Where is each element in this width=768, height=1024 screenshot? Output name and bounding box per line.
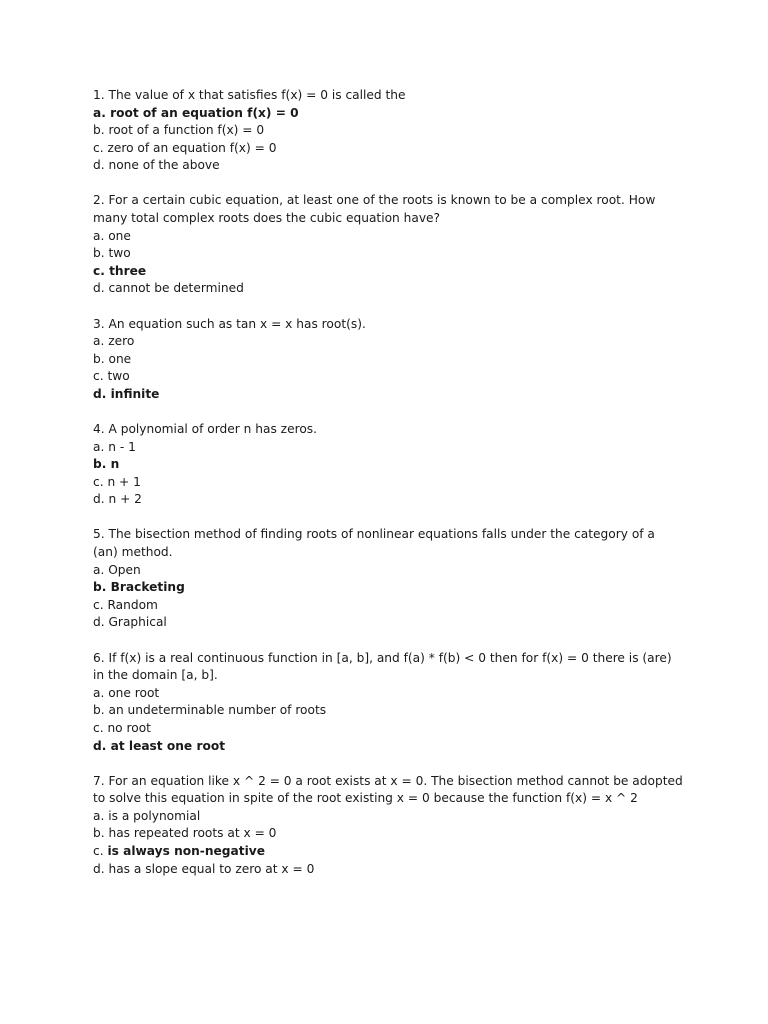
option-b: b. an undeterminable number of roots (93, 703, 327, 718)
option-prefix: c. (93, 843, 108, 858)
option-a: a. one (93, 228, 131, 243)
question-stem: 4. A polynomial of order n has zeros. (93, 422, 317, 436)
option-b: b. n (93, 457, 120, 472)
question-stem: 7. For an equation like x ^ 2 = 0 a root exists at x = 0. The bisection method cannot be adopted to solve this equation in spite of the root existing x = 0 because the function f(x) = x ^ 2 (93, 773, 683, 806)
question-3 (93, 316, 683, 404)
option-d: d. Graphical (93, 615, 167, 630)
option-b: b. one (93, 351, 132, 366)
option-b: b. root of a function f(x) = 0 (93, 123, 265, 138)
option-b: b. has repeated roots at x = 0 (93, 826, 277, 841)
option-d: d. n + 2 (93, 492, 142, 507)
option-d: d. has a slope equal to zero at x = 0 (93, 861, 315, 876)
option-c: c. zero of an equation f(x) = 0 (93, 140, 277, 155)
option-c: c. no root (93, 720, 151, 735)
question-6 (93, 650, 683, 756)
question-stem: 1. The value of x that satisfies f(x) = 0 is called the (93, 88, 406, 102)
option-d: d. at least one root (93, 738, 226, 753)
question-2 (93, 192, 683, 298)
option-b: b. two (93, 246, 131, 261)
question-stem: 2. For a certain cubic equation, at least one of the roots is known to be a complex root. How many total complex roots does the cubic equation have? (93, 193, 656, 226)
question-stem: 3. An equation such as tan x = x has root(s). (93, 316, 366, 331)
option-b: b. Bracketing (93, 580, 185, 595)
option-d: d. none of the above (93, 158, 220, 173)
quiz-document (93, 87, 683, 896)
option-a: a. Open (93, 562, 141, 577)
option-c: c. three (93, 263, 147, 278)
option-d: d. infinite (93, 386, 160, 401)
option-a: a. n - 1 (93, 439, 136, 454)
option-d: d. cannot be determined (93, 281, 244, 296)
option-c: c. two (93, 369, 130, 384)
option-a: a. zero (93, 334, 135, 349)
option-a: a. is a polynomial (93, 808, 201, 823)
option-c: c. n + 1 (93, 474, 141, 489)
question-stem: 6. If f(x) is a real continuous function in [a, b], and f(a) * f(b) < 0 then for f(x) = 0 there is (are) in the domain [a, b]. (93, 650, 672, 683)
question-5 (93, 526, 683, 632)
option-c: c. Random (93, 597, 158, 612)
option-c (93, 843, 683, 861)
question-1 (93, 87, 683, 175)
option-text: is always non-negative (107, 843, 265, 858)
option-a: a. root of an equation f(x) = 0 (93, 105, 299, 120)
question-4 (93, 421, 683, 509)
question-7 (93, 773, 683, 879)
question-stem: 5. The bisection method of finding roots of nonlinear equations falls under the category of a (an) method. (93, 527, 655, 560)
option-a: a. one root (93, 685, 160, 700)
